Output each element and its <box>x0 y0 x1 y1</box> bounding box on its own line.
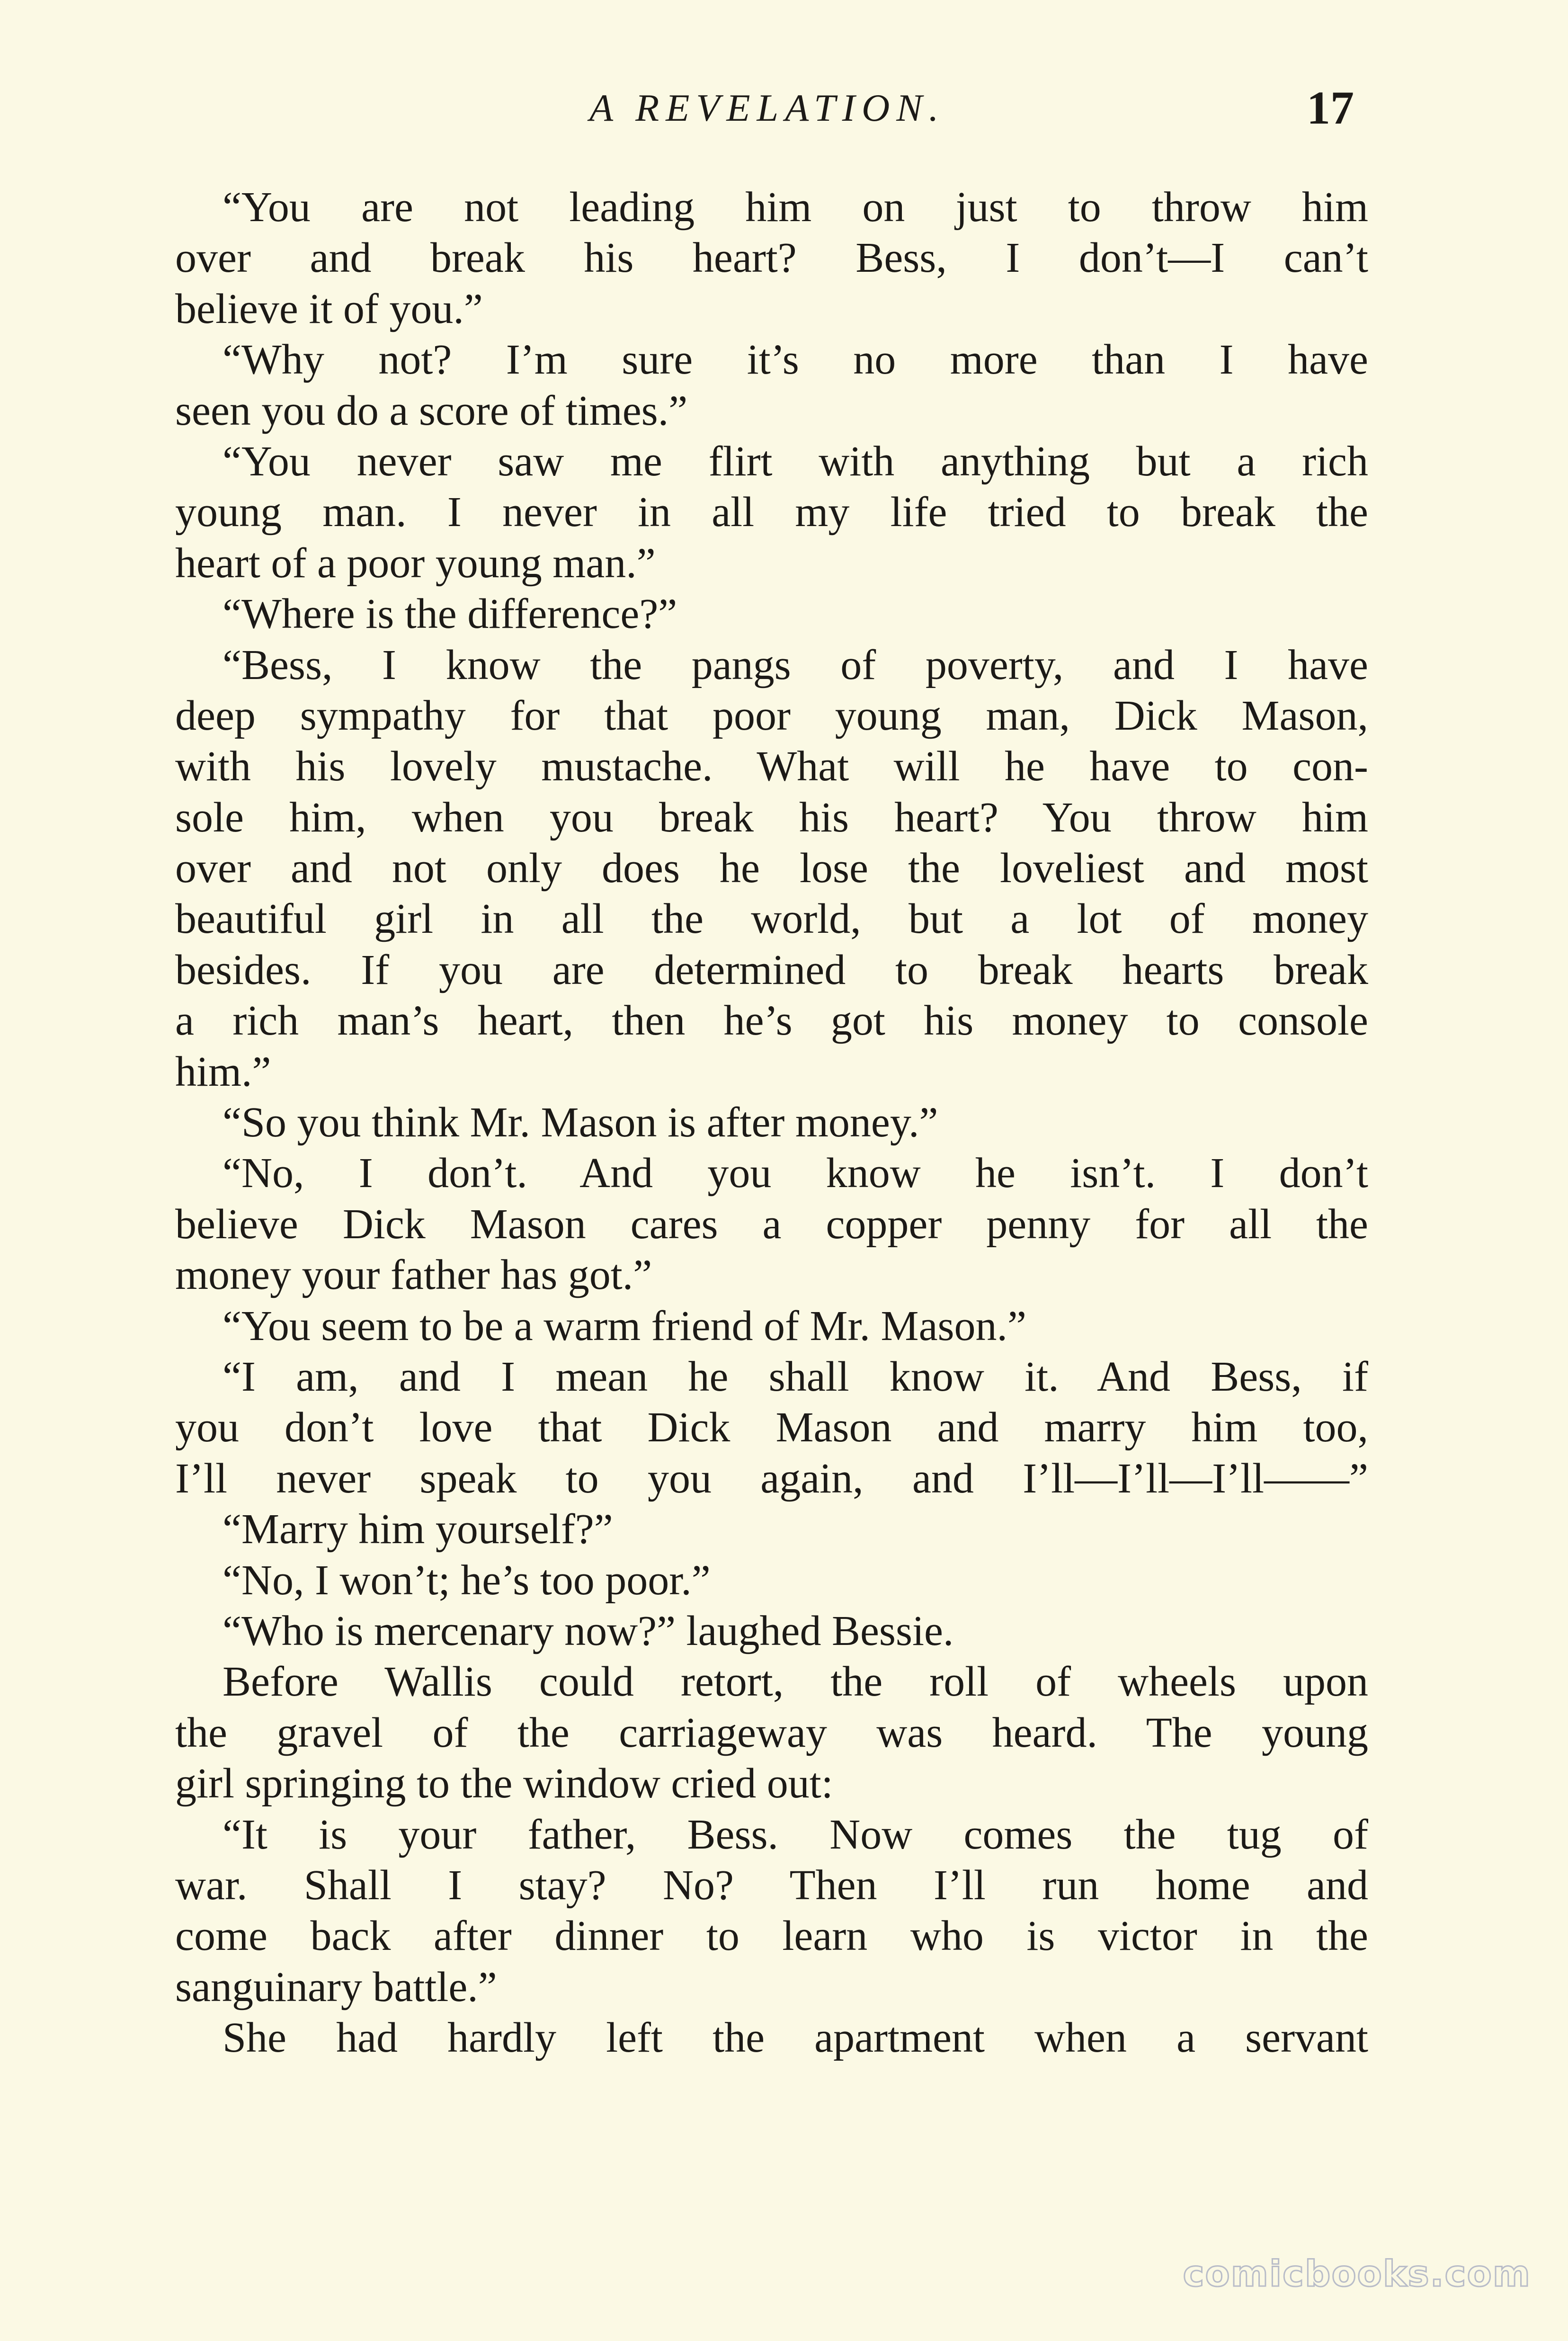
text-line: the gravel of the carriageway was heard. The young <box>175 1709 1368 1756</box>
text-line: “No, I don’t. And you know he isn’t. I don’t <box>223 1150 1368 1197</box>
text-line: “Where is the difference?” <box>223 590 677 638</box>
text-line: believe it of you.” <box>175 285 483 332</box>
text-line: “Bess, I know the pangs of poverty, and I have <box>223 641 1368 688</box>
text-line: “So you think Mr. Mason is after money.” <box>223 1099 938 1146</box>
text-line: sole him, when you break his heart? You throw him <box>175 794 1368 841</box>
text-line: She had hardly left the apartment when a servant <box>223 2014 1368 2062</box>
text-line: deep sympathy for that poor young man, Dick Mason, <box>175 692 1368 739</box>
text-line: over and break his heart? Bess, I don’t—I can’t <box>175 234 1368 282</box>
text-line: seen you do a score of times.” <box>175 387 688 434</box>
page-number: 17 <box>1307 81 1354 134</box>
text-line: girl springing to the window cried out: <box>175 1760 833 1807</box>
running-head <box>0 80 1568 136</box>
text-line: besides. If you are determined to break hearts break <box>175 946 1368 993</box>
text-line: with his lovely mustache. What will he have to con- <box>175 743 1368 790</box>
watermark-logo: comicbooks.com <box>1183 2252 1531 2295</box>
text-line: over and not only does he lose the loveliest and most <box>175 845 1368 892</box>
text-line: heart of a poor young man.” <box>175 539 656 587</box>
text-line: money your father has got.” <box>175 1251 652 1299</box>
text-line: I’ll never speak to you again, and I’ll—I’ll—I’ll——” <box>175 1455 1368 1502</box>
text-line: “You are not leading him on just to throw him <box>223 184 1368 231</box>
text-line: come back after dinner to learn who is victor in the <box>175 1912 1368 1960</box>
text-line: beautiful girl in all the world, but a lot of money <box>175 895 1368 943</box>
text-line: “No, I won’t; he’s too poor.” <box>223 1556 711 1604</box>
text-line: “It is your father, Bess. Now comes the tug of <box>223 1811 1368 1858</box>
text-line: war. Shall I stay? No? Then I’ll run home and <box>175 1861 1368 1909</box>
text-line: young man. I never in all my life tried to break the <box>175 489 1368 536</box>
text-line: “You seem to be a warm friend of Mr. Mason.” <box>223 1302 1027 1349</box>
text-line: “Who is mercenary now?” laughed Bessie. <box>223 1607 954 1654</box>
body-text <box>175 182 1368 2063</box>
text-line: you don’t love that Dick Mason and marry him too, <box>175 1404 1368 1451</box>
text-line: “Marry him yourself?” <box>223 1506 613 1553</box>
text-line: “I am, and I mean he shall know it. And Bess, if <box>223 1353 1368 1400</box>
text-line: a rich man’s heart, then he’s got his money to console <box>175 997 1368 1045</box>
text-line: “You never saw me flirt with anything but a rich <box>223 438 1368 485</box>
text-line: him.” <box>175 1048 271 1095</box>
text-line: believe Dick Mason cares a copper penny for all the <box>175 1200 1368 1248</box>
text-line: “Why not? I’m sure it’s no more than I have <box>223 336 1368 384</box>
text-line: Before Wallis could retort, the roll of wheels upon <box>223 1658 1368 1706</box>
running-title: A REVELATION. <box>589 86 945 129</box>
text-line: sanguinary battle.” <box>175 1963 497 2010</box>
